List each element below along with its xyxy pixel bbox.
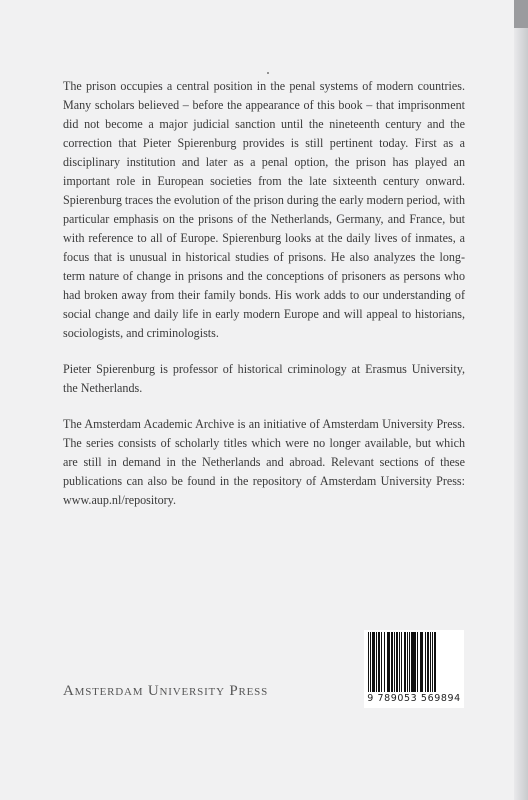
cover-edge xyxy=(514,0,528,800)
barcode-icon xyxy=(368,632,460,692)
blurb-paragraph-author: Pieter Spierenburg is professor of historical criminology at Erasmus University, the Netherlands. xyxy=(63,362,465,395)
blurb-paragraph-series: The Amsterdam Academic Archive is an initiative of Amsterdam University Press. The series consists of scholarly titles which were no longer available, but which are still in demand in the Netherlands and abroad. Relevant sections of these publications can also be found in the repository of Amsterdam University Press: www.aup.nl/repository. xyxy=(63,417,465,507)
cover-corner-shadow xyxy=(514,0,528,28)
isbn-number: 9 789053 569894 xyxy=(367,693,461,704)
cover-speck xyxy=(267,72,269,74)
blurb xyxy=(63,77,465,527)
blurb-paragraph-description: The prison occupies a central position in the penal systems of modern countries. Many scholars believed – before the appearance of this book – that imprisonment did not become a major judicial sanction until the nineteenth century and the correction that Pieter Spierenburg provides is still pertinent today. First as a disciplinary institution and later as a penal option, the prison has played an important role in European societies from the late sixteenth century onward. Spierenburg traces the evolution of the prison during the early modern period, with particular emphasis on the prisons of the Netherlands, Germany, and France, but with reference to all of Europe. Spierenburg looks at the daily lives of inmates, a focus that is unusual in historical studies of prisons. He also analyzes the long-term nature of change in prisons and the conceptions of prisoners as persons who had broken away from their family bonds. His work adds to our understanding of social change and daily life in early modern Europe and will appeal to historians, sociologists, and criminologists. xyxy=(63,79,465,340)
barcode-label xyxy=(364,630,464,708)
publisher-name: Amsterdam University Press xyxy=(63,683,268,699)
barcode-stripe xyxy=(436,632,437,692)
